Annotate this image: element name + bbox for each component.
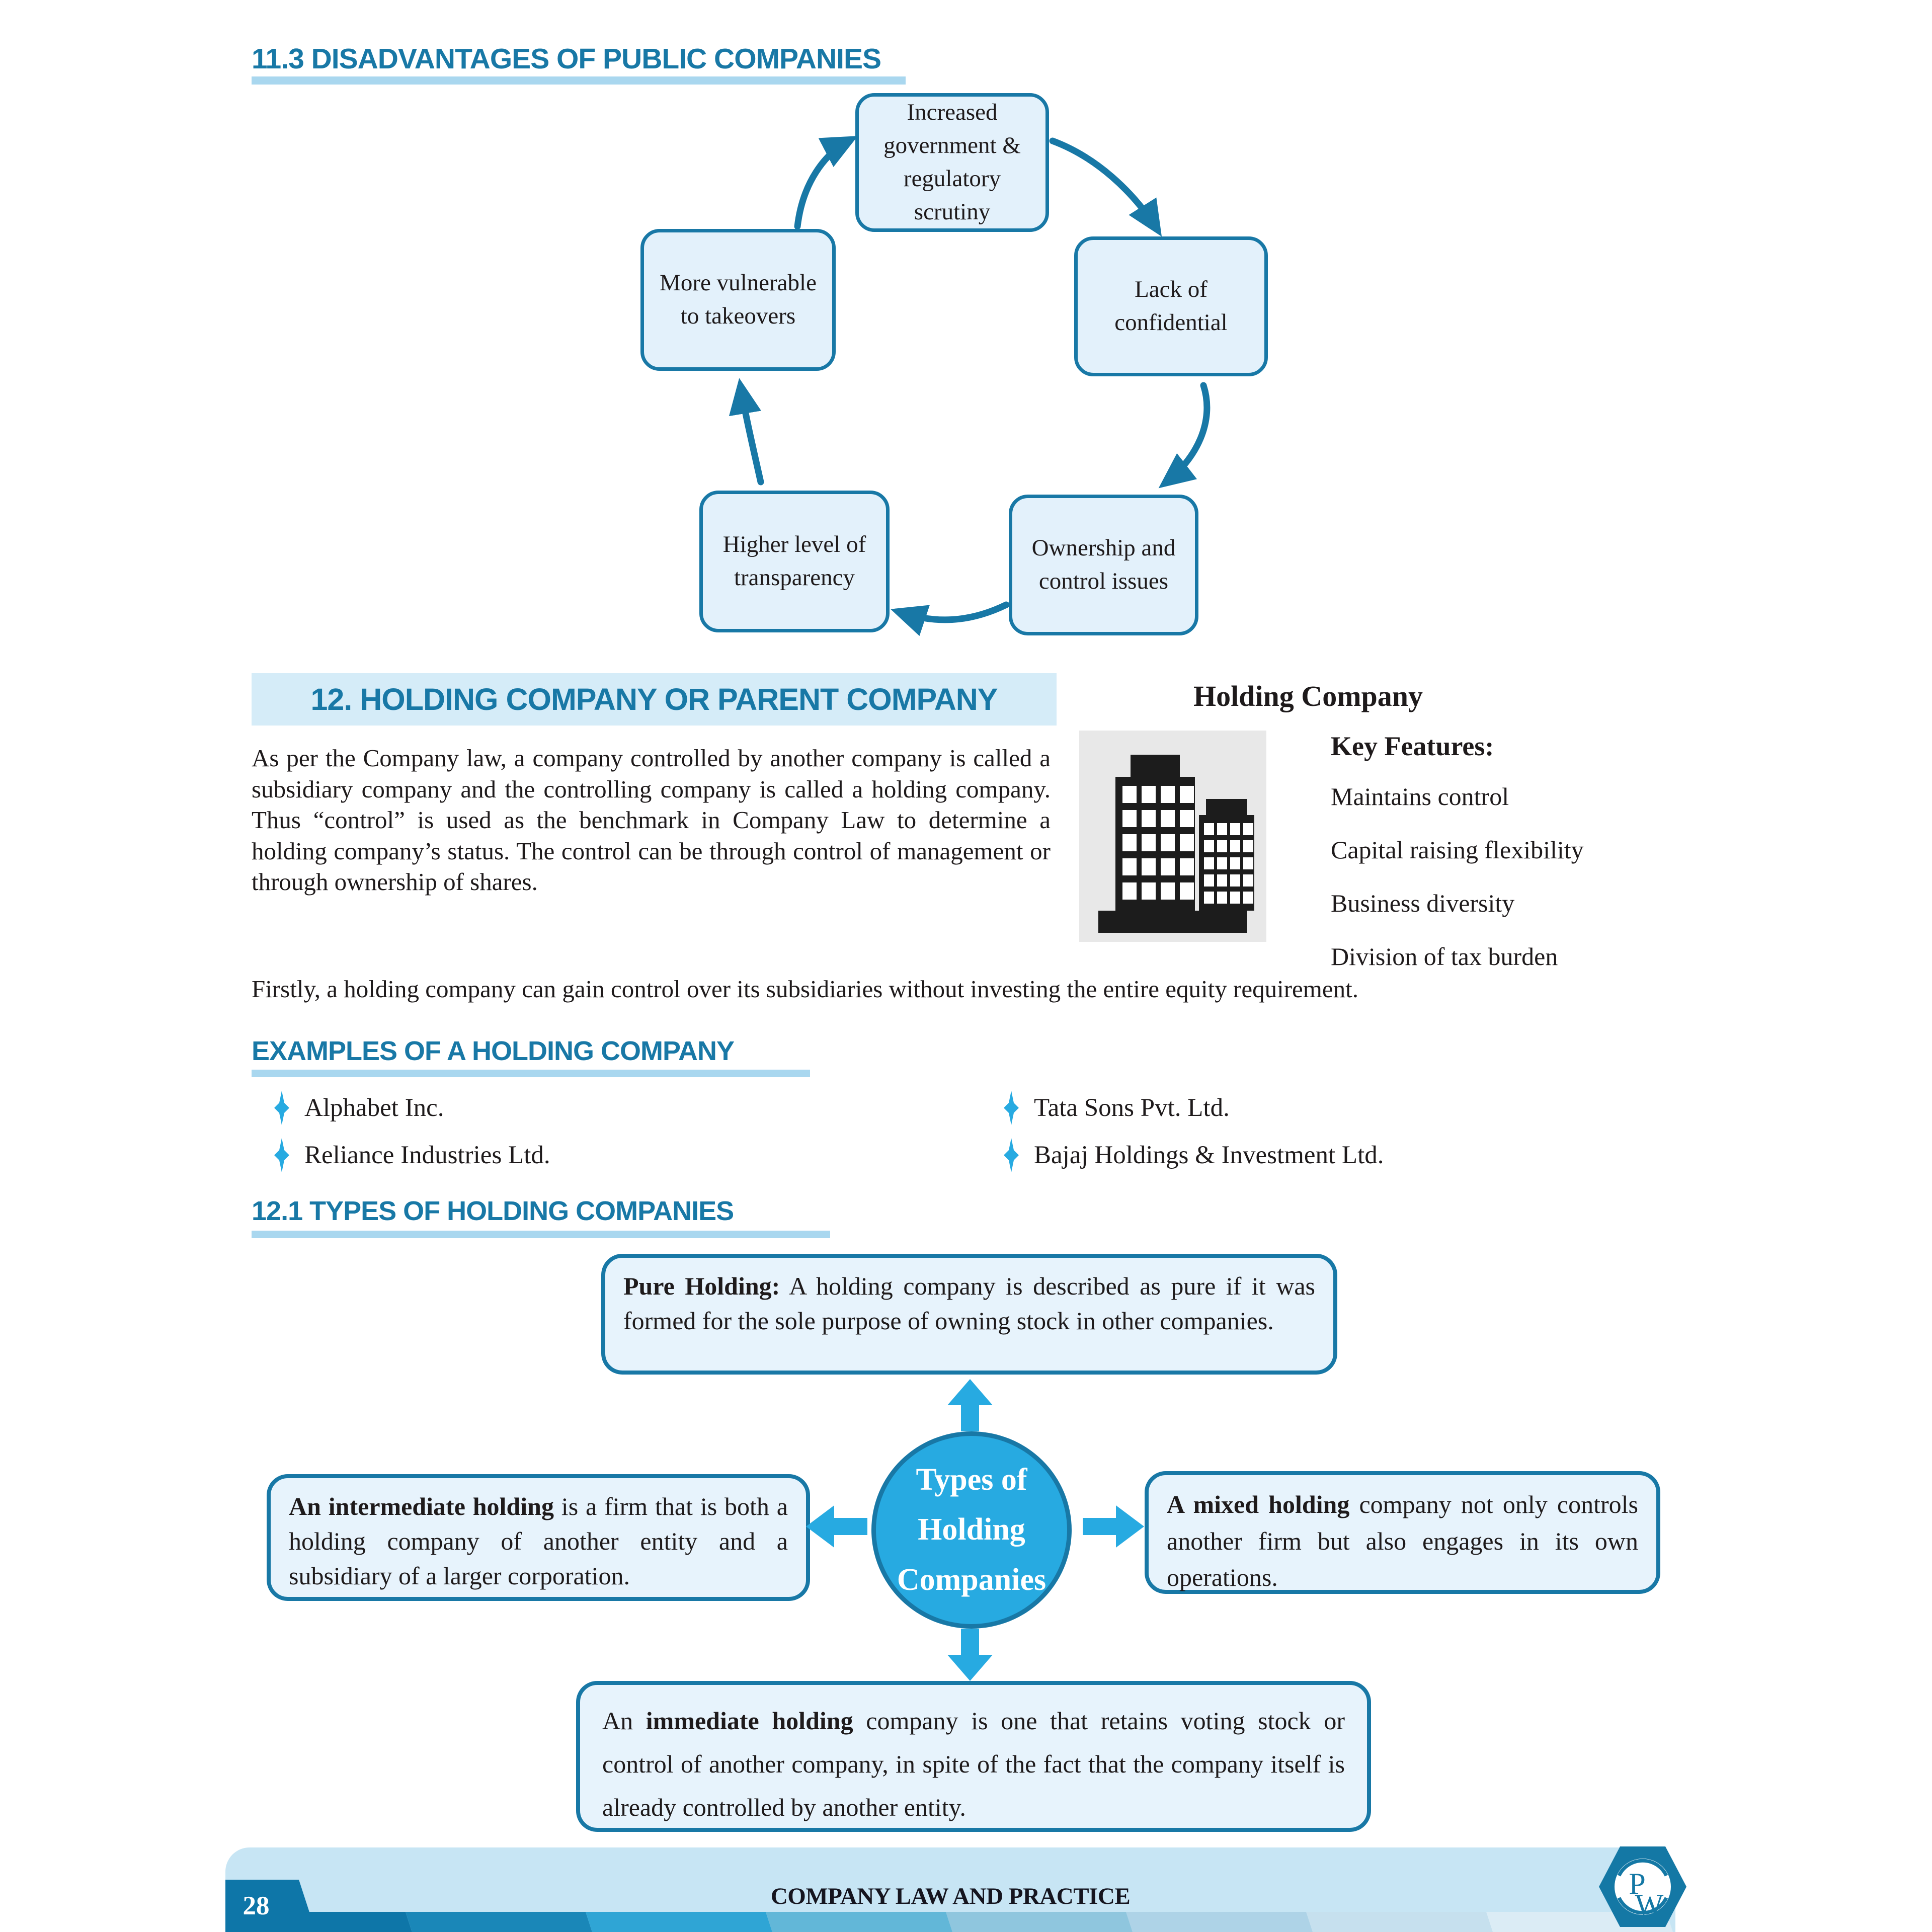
pure-holding-definition: A holding company is described as pure if it was formed for the sole purpose of owning stock in other companies. <box>623 1272 1315 1335</box>
pw-hexagon-logo-icon <box>1599 1843 1686 1930</box>
arrow-bottomright-to-bottomleft-icon <box>899 605 1006 620</box>
key-feature-item: Maintains control <box>1331 782 1509 811</box>
types-of-holding-companies-circle <box>871 1431 1072 1629</box>
cycle-box-label: Increased government & regulatory scrutiny <box>883 99 1021 225</box>
immediate-holding-pre: An <box>602 1707 646 1735</box>
footer-title: COMPANY LAW AND PRACTICE <box>770 1883 1131 1909</box>
section-12-heading: 12. HOLDING COMPANY OR PARENT COMPANY <box>310 682 998 716</box>
four-point-star-icon <box>1004 1138 1019 1172</box>
key-features-panel <box>1331 731 1693 995</box>
intermediate-holding-box <box>267 1474 810 1601</box>
example-company: Reliance Industries Ltd. <box>304 1141 550 1169</box>
cycle-arrows-graphic <box>604 80 1358 684</box>
pure-holding-box <box>601 1254 1337 1375</box>
list-item <box>1004 1088 1230 1128</box>
left-arrow-icon <box>806 1505 867 1548</box>
arrow-right-to-bottom-icon <box>1165 385 1207 483</box>
key-features-label: Key Features: <box>1331 731 1494 761</box>
section-12-note: Firstly, a holding company can gain control over its subsidiaries without investing the entire equity requirement. <box>252 975 1358 1003</box>
page-number: 28 <box>225 1880 287 1932</box>
four-point-star-icon <box>274 1091 289 1125</box>
list-item <box>274 1135 550 1175</box>
intermediate-holding-term: An intermediate holding <box>289 1492 554 1520</box>
section-12-1-underline <box>252 1231 830 1238</box>
intermediate-holding-definition: is a firm that is both a holding company of another entity and a subsidiary of a larger corporation. <box>289 1492 788 1590</box>
examples-heading: EXAMPLES OF A HOLDING COMPANY <box>252 1036 735 1066</box>
four-point-star-icon <box>1004 1091 1019 1125</box>
example-company: Tata Sons Pvt. Ltd. <box>1034 1094 1230 1122</box>
footer-stripes <box>225 1912 1666 1932</box>
types-circle-label: Types of Holding Companies <box>897 1463 1046 1597</box>
right-arrow-icon <box>1083 1505 1144 1548</box>
up-arrow-icon <box>947 1379 993 1431</box>
immediate-holding-box <box>576 1681 1371 1832</box>
examples-underline <box>252 1070 810 1077</box>
section-12-heading-bar <box>252 673 1057 726</box>
key-feature-item: Business diversity <box>1331 889 1515 917</box>
section-11-3-heading: 11.3 DISADVANTAGES OF PUBLIC COMPANIES <box>252 43 881 75</box>
building-icon <box>1079 731 1266 942</box>
cycle-box-label: More vulnerable to takeovers <box>660 270 817 329</box>
mixed-holding-definition: company not only controls another firm but also engages in its own operations. <box>1167 1490 1638 1591</box>
logo-letter-p: P <box>1629 1867 1646 1900</box>
pure-holding-term: Pure Holding: <box>623 1272 780 1300</box>
logo-letter-w: W <box>1635 1888 1664 1921</box>
cycle-box-label: Higher level of transparency <box>722 531 866 591</box>
key-feature-item: Division of tax burden <box>1331 942 1558 971</box>
section-12-1-heading: 12.1 TYPES OF HOLDING COMPANIES <box>252 1196 734 1226</box>
immediate-holding-definition: company is one that retains voting stock or control of another company, in spite of the fact that the company itself is already controlled by another entity. <box>602 1707 1345 1821</box>
arrow-top-to-right-icon <box>1053 141 1157 229</box>
example-company: Bajaj Holdings & Investment Ltd. <box>1034 1141 1384 1169</box>
mixed-holding-term: A mixed holding <box>1167 1490 1350 1518</box>
key-feature-item: Capital raising flexibility <box>1331 836 1584 864</box>
section-12-paragraph: As per the Company law, a company controlled by another company is called a subsidiary company and the controlling company is called a holding company. Thus “control” is used as the benchmark in Company Law to determine a holding company’s status. The control can be through control of management or through ownership of shares. <box>252 744 1051 896</box>
list-item <box>274 1088 444 1128</box>
immediate-holding-term: immediate holding <box>646 1707 853 1735</box>
four-point-star-icon <box>274 1138 289 1172</box>
cycle-box-label: Ownership and control issues <box>1031 535 1176 594</box>
arrow-bottomleft-to-left-icon <box>741 386 761 482</box>
mixed-holding-box <box>1145 1471 1660 1594</box>
example-company: Alphabet Inc. <box>304 1094 444 1122</box>
cycle-box-label: Lack of confidential <box>1114 276 1228 336</box>
arrow-left-to-top-icon <box>797 140 850 226</box>
down-arrow-icon <box>947 1629 993 1681</box>
holding-company-title: Holding Company <box>1193 680 1423 712</box>
list-item <box>1004 1135 1384 1175</box>
